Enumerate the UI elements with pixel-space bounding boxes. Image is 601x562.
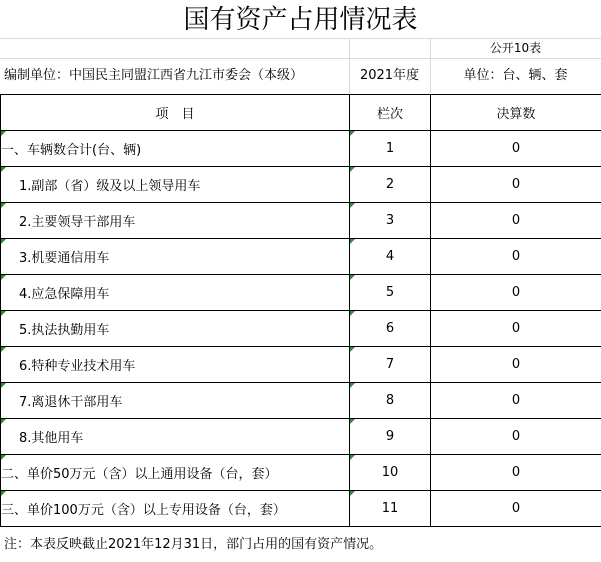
row-item [1, 203, 350, 239]
row-column-no-label: 9 [385, 429, 395, 444]
row-item-label: 1.副部（省）级及以上领导用车 [19, 179, 201, 194]
table-row [1, 347, 601, 383]
info-row [0, 58, 601, 94]
cell-marker-icon [1, 275, 6, 280]
cell-marker-icon [350, 383, 355, 388]
cell-marker-icon [1, 347, 6, 352]
cell-marker-icon [1, 491, 6, 496]
row-item [1, 383, 350, 419]
form-number-row [0, 38, 601, 58]
table-row [1, 131, 601, 167]
row-item [1, 419, 350, 455]
form-number: 公开10表 [489, 41, 542, 55]
row-value: 0 [431, 347, 601, 383]
row-value: 0 [431, 491, 601, 527]
row-item [1, 491, 350, 527]
row-column-no-label: 5 [385, 285, 395, 300]
table-header-row [1, 95, 601, 131]
row-item-label: 8.其他用车 [19, 431, 84, 446]
table-row [1, 455, 601, 491]
row-value: 0 [431, 203, 601, 239]
row-column-no-label: 4 [385, 249, 395, 264]
row-item [1, 311, 350, 347]
row-column-no-label: 2 [385, 177, 395, 192]
row-item-label: 三、单价100万元（含）以上专用设备（台，套） [1, 503, 286, 518]
table-row [1, 383, 601, 419]
row-item [1, 131, 350, 167]
row-item-label: 二、单价50万元（含）以上通用设备（台，套） [1, 467, 278, 482]
cell-marker-icon [350, 419, 355, 424]
header-value: 决算数 [431, 95, 601, 131]
row-column-no-label: 3 [385, 213, 395, 228]
cell-marker-icon [1, 167, 6, 172]
row-column-no [350, 383, 431, 419]
row-item [1, 347, 350, 383]
row-column-no [350, 131, 431, 167]
table-row [1, 167, 601, 203]
row-column-no [350, 239, 431, 275]
fiscal-year: 2021年度 [359, 68, 420, 83]
row-value: 0 [431, 455, 601, 491]
cell-marker-icon [1, 455, 6, 460]
cell-marker-icon [1, 383, 6, 388]
row-value: 0 [431, 419, 601, 455]
row-item-label: 7.离退休干部用车 [19, 395, 123, 410]
row-value: 0 [431, 311, 601, 347]
cell-marker-icon [350, 203, 355, 208]
cell-marker-icon [350, 239, 355, 244]
cell-marker-icon [350, 455, 355, 460]
row-item-label: 4.应急保障用车 [19, 287, 110, 302]
row-value: 0 [431, 131, 601, 167]
row-column-no-label: 1 [385, 141, 395, 156]
row-column-no [350, 275, 431, 311]
row-item-label: 6.特种专业技术用车 [19, 359, 136, 374]
row-column-no [350, 311, 431, 347]
row-column-no-label: 8 [385, 393, 395, 408]
row-value: 0 [431, 239, 601, 275]
row-value: 0 [431, 167, 601, 203]
row-item [1, 239, 350, 275]
row-column-no-label: 7 [385, 357, 395, 372]
measurement-unit: 单位：台、辆、套 [463, 68, 568, 83]
row-value: 0 [431, 383, 601, 419]
page-title: 国有资产占用情况表 [183, 5, 418, 35]
cell-marker-icon [350, 311, 355, 316]
row-item [1, 455, 350, 491]
cell-marker-icon [1, 419, 6, 424]
row-column-no-label: 10 [381, 465, 399, 480]
row-item-label: 3.机要通信用车 [19, 251, 110, 266]
table-row [1, 419, 601, 455]
cell-marker-icon [350, 347, 355, 352]
cell-marker-icon [350, 131, 355, 136]
row-column-no [350, 419, 431, 455]
header-item: 项 目 [1, 95, 350, 131]
asset-table [0, 94, 601, 527]
cell-marker-icon [350, 275, 355, 280]
row-item [1, 167, 350, 203]
row-column-no [350, 203, 431, 239]
table-row [1, 203, 601, 239]
reporting-unit: 编制单位：中国民主同盟江西省九江市委会（本级） [4, 68, 304, 83]
cell-marker-icon [350, 491, 355, 496]
table-row [1, 311, 601, 347]
table-row [1, 239, 601, 275]
cell-marker-icon [350, 167, 355, 172]
table-row [1, 491, 601, 527]
footnote: 注：本表反映截止2021年12月31日，部门占用的国有资产情况。 [4, 537, 383, 552]
header-column-no: 栏次 [350, 95, 431, 131]
cell-marker-icon [1, 203, 6, 208]
table-row [1, 275, 601, 311]
row-column-no [350, 455, 431, 491]
cell-marker-icon [1, 311, 6, 316]
row-column-no [350, 491, 431, 527]
cell-marker-icon [1, 131, 6, 136]
row-item-label: 一、车辆数合计(台、辆) [1, 143, 142, 158]
row-column-no-label: 6 [385, 321, 395, 336]
row-column-no [350, 347, 431, 383]
row-item-label: 5.执法执勤用车 [19, 323, 110, 338]
row-column-no-label: 11 [381, 501, 399, 516]
cell-marker-icon [1, 239, 6, 244]
row-item [1, 275, 350, 311]
row-value: 0 [431, 275, 601, 311]
row-column-no [350, 167, 431, 203]
row-item-label: 2.主要领导干部用车 [19, 215, 136, 230]
